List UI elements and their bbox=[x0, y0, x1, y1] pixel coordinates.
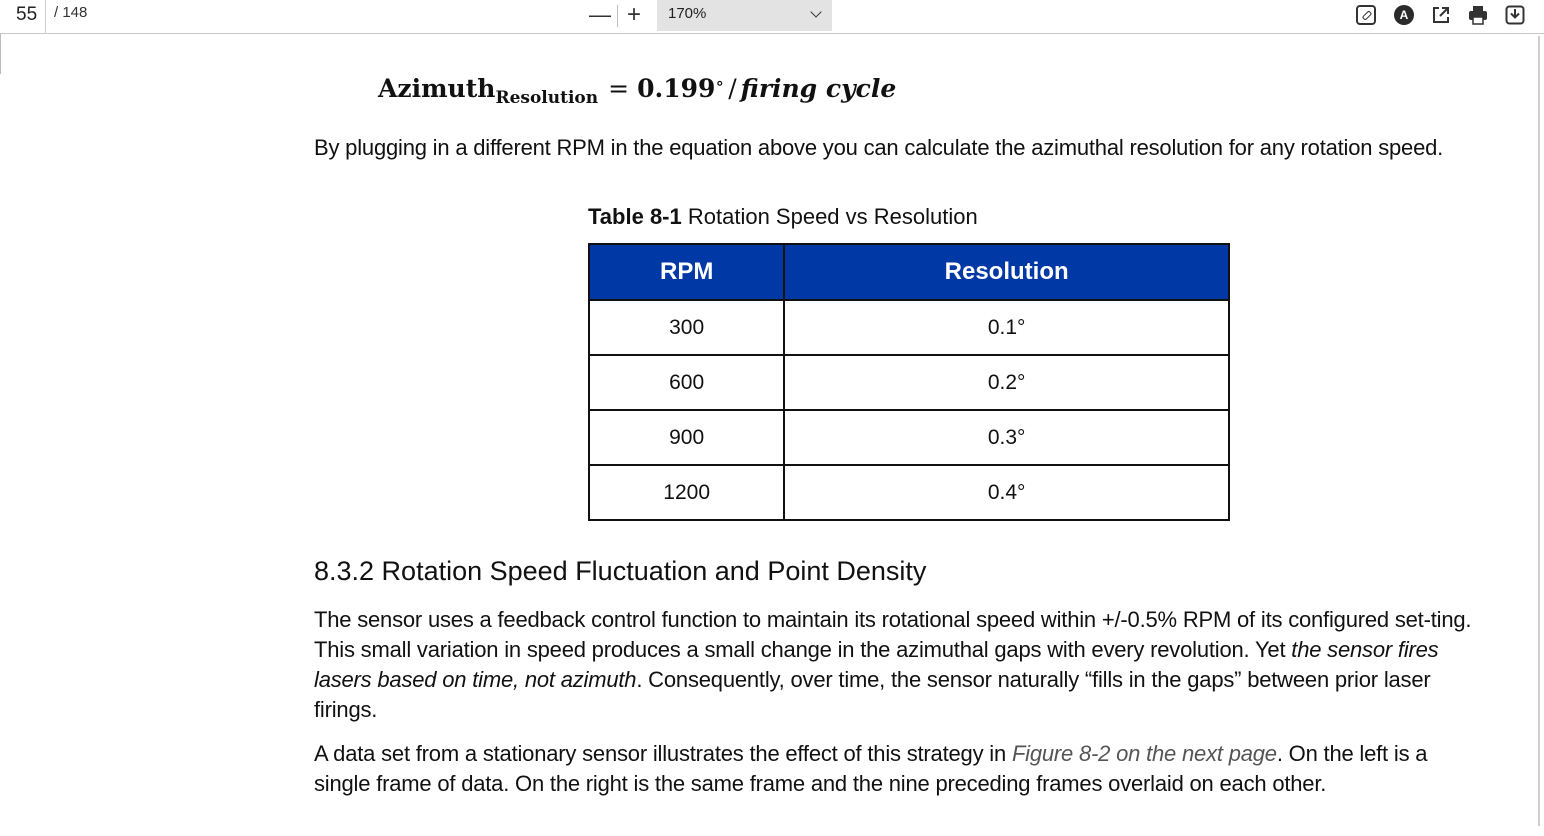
dataset-paragraph bbox=[314, 739, 1489, 799]
pdf-toolbar bbox=[0, 0, 1544, 34]
zoom-level-select[interactable] bbox=[657, 0, 832, 31]
paragraph-text: The sensor uses a feedback control function to maintain its rotational speed within +/-0.5% RPM of its configured set-ting. This small variation in speed produces a small change in the azimuthal gaps with every revolution. Yet bbox=[314, 607, 1472, 662]
page-total-label: / 148 bbox=[54, 4, 88, 21]
table-cell-resolution: 0.4° bbox=[784, 465, 1229, 520]
figure-link[interactable]: Figure 8-2 on the next page bbox=[1011, 741, 1277, 766]
paragraph-emphasis: the sensor fires lasers based on time, not azimuth bbox=[314, 637, 1439, 692]
azimuth-resolution-formula bbox=[378, 73, 897, 108]
zoom-divider bbox=[617, 5, 618, 27]
read-aloud-icon[interactable]: A bbox=[1394, 5, 1414, 25]
table-cell-resolution: 0.1° bbox=[784, 300, 1229, 355]
rotation-speed-table bbox=[588, 243, 1230, 521]
table-header-cell: Resolution bbox=[784, 244, 1229, 300]
table-row bbox=[589, 300, 1229, 355]
paragraph-text: . Consequently, over time, the sensor naturally “fills in the gaps” between prior laser firings. bbox=[314, 667, 1431, 722]
table-cell-rpm: 300 bbox=[589, 300, 784, 355]
formula-lhs-subscript: Resolution bbox=[495, 88, 599, 108]
table-row bbox=[589, 410, 1229, 465]
formula-degree: ∘ bbox=[715, 73, 725, 94]
table-cell-resolution: 0.2° bbox=[784, 355, 1229, 410]
vertical-scrollbar[interactable] bbox=[1538, 36, 1540, 826]
table-caption-title: Rotation Speed vs Resolution bbox=[687, 204, 978, 229]
zoom-out-button[interactable]: — bbox=[589, 2, 611, 27]
intro-paragraph: By plugging in a different RPM in the equation above you can calculate the azimuthal resolution for any rotation speed. bbox=[314, 135, 1444, 160]
table-cell-rpm: 1200 bbox=[589, 465, 784, 520]
print-glyph bbox=[1468, 5, 1488, 25]
link-icon[interactable] bbox=[1356, 5, 1376, 25]
section-heading: 8.3.2 Rotation Speed Fluctuation and Point Density bbox=[314, 556, 927, 586]
save-icon[interactable] bbox=[1505, 5, 1525, 25]
table-cell-rpm: 900 bbox=[589, 410, 784, 465]
paragraph-text: . On the left is a single frame of data. On the right is the same frame and the nine preceding frames overlaid on each other. bbox=[314, 741, 1428, 796]
page-number-input[interactable]: 55 bbox=[0, 0, 46, 34]
table-caption-number: Table 8-1 bbox=[588, 204, 682, 229]
table-row bbox=[589, 355, 1229, 410]
formula-slash: / bbox=[728, 74, 737, 103]
table-header-cell: RPM bbox=[589, 244, 784, 300]
open-external-icon[interactable] bbox=[1431, 5, 1451, 25]
formula-equals: = bbox=[608, 74, 630, 103]
table-cell-rpm: 600 bbox=[589, 355, 784, 410]
table-row bbox=[589, 465, 1229, 520]
table-header-row bbox=[589, 244, 1229, 300]
table-cell-resolution: 0.3° bbox=[784, 410, 1229, 465]
zoom-level-value: 170% bbox=[668, 5, 707, 22]
formula-unit: firing cycle bbox=[740, 74, 897, 103]
table-caption bbox=[588, 204, 978, 230]
open-external-glyph bbox=[1431, 5, 1451, 25]
formula-value: 0.199 bbox=[637, 74, 716, 103]
fluctuation-paragraph bbox=[314, 605, 1489, 725]
chevron-down-icon bbox=[810, 6, 821, 17]
paragraph-text: A data set from a stationary sensor illustrates the effect of this strategy in bbox=[314, 741, 1012, 766]
print-icon[interactable] bbox=[1468, 5, 1488, 25]
save-glyph bbox=[1505, 5, 1525, 25]
zoom-in-button[interactable]: + bbox=[626, 1, 641, 28]
formula-lhs: Azimuth bbox=[378, 74, 496, 103]
page-edge bbox=[0, 34, 1, 74]
